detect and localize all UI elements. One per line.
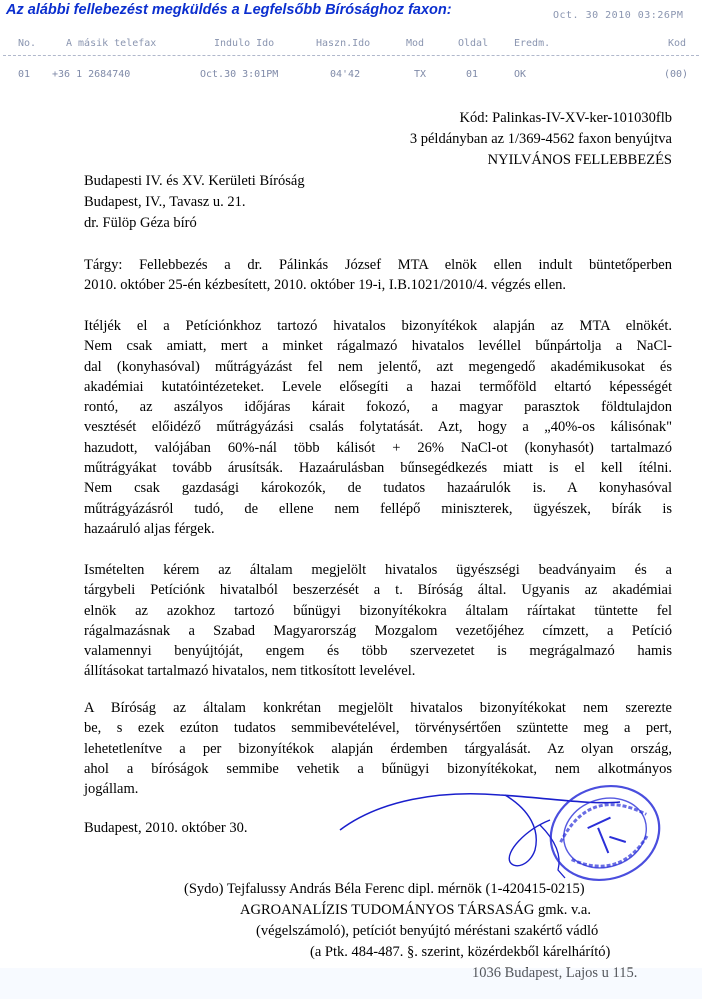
paragraph-line: akadémiai kutatóintézeteket. Levele elősegíti a hazai termőföld eltartó képességét [84, 378, 672, 395]
organization-stamp-icon [520, 778, 690, 888]
paragraph-line: jogállam. [84, 781, 139, 798]
signature-line-legal: (a Ptk. 484-487. §. szerint, közérdekből kárelhárító) [310, 944, 611, 960]
signature-line-role: (végelszámoló), petíciót benyújtó méréstani szakértő vádló [256, 923, 599, 939]
paragraph-line: Ismételten kérem az általam megjelölt hivatalos ügyészségi beadványaim és a [84, 562, 672, 578]
paragraph-line: lehetetlenítve a per bizonyítékok alapján érdemben tárgyalását. Az olyan ország, [84, 740, 672, 757]
paragraph-line: valamennyi benyújtóját, engem és több szervezetet is megrágalmazó hamis [84, 643, 672, 660]
paragraph-line: Itéljék el a Petíciónkhoz tartozó hivatalos bizonyítékok alapján az MTA elnökét. [84, 318, 672, 334]
paragraph-line: elnök az azokhoz tartozó bűnügyi bizonyítékokra általam ráírtakat tüntette fel [84, 602, 672, 619]
fax-cell-start: Oct.30 3:01PM [200, 69, 279, 80]
copies-note: 3 példányban az 1/369-4562 faxon benyújtva [409, 131, 672, 147]
signature-line-name: (Sydo) Tejfalussy András Béla Ferenc dipl. mérnök (1-420415-0215) [184, 881, 585, 897]
paragraph-line: be, s ezek ezúton tudatos semmibevételével, törvénysértően szüntette meg a pert, [84, 720, 672, 737]
fax-cell-remote: +36 1 2684740 [52, 69, 131, 80]
fax-header-start: Indulo Ido [214, 38, 275, 49]
signature-line-company: AGROANALÍZIS TUDOMÁNYOS TÁRSASÁG gmk. v.a. [240, 902, 591, 918]
paragraph-line: állításokat tartalmazó hivatalos, nem titkosított levelével. [84, 663, 416, 680]
fax-header-duration: Haszn.Ido [316, 38, 371, 49]
fax-cell-result: OK [514, 69, 527, 80]
paragraph-line: rágalmazásnak a Szabad Magyarország Mozgalom vezetőjéhez címzett, a Petíció [84, 622, 672, 639]
paragraph-line: ahol a bíróságok semmibe vehetik a bűnügyi bizonyítékokat, nem alkotmányos [84, 760, 672, 777]
fax-cell-no: 01 [18, 69, 31, 80]
paragraph-line: hazudott, valójában 60%-nál több kálisót + 26% NaCl-ot (konyhasót) tartalmazó [84, 439, 672, 456]
paragraph-line: műtrágyázásról tudó, de ellene nem fellépő miniszterek, ügyészek, bírák is [84, 500, 672, 517]
fax-timestamp: Oct. 30 2010 03:26PM [553, 10, 684, 21]
fax-cell-mode: TX [414, 69, 427, 80]
scan-edge-tint [0, 968, 702, 999]
body-paragraph-2 [84, 560, 672, 682]
document-type: NYILVÁNOS FELLEBBEZÉS [487, 152, 672, 168]
fax-cell-duration: 04'42 [330, 69, 361, 80]
addressee-court: Budapesti IV. és XV. Kerületi Bíróság [84, 173, 305, 189]
subject-block [84, 255, 672, 296]
fax-note-title: Az alábbi fellebezést megküldés a Legfelsőbb Bírósághoz faxon: [6, 2, 452, 18]
paragraph-line: Nem csak amiatt, mert a minket rágalmazó hivatalos levéllel bűnpártolja a NaCl- [84, 338, 672, 355]
body-paragraph-1 [84, 316, 672, 539]
subject-line: 2010. október 25-én kézbesített, 2010. október 19-i, I.B.1021/2010/4. végzés ellen. [84, 277, 567, 294]
fax-header-pages: Oldal [458, 38, 489, 49]
fax-cell-code: (00) [664, 69, 689, 80]
addressee-judge: dr. Fülöp Géza bíró [84, 215, 197, 231]
subject-line: Tárgy: Fellebbezés a dr. Pálinkás József MTA elnök ellen indult büntetőperben [84, 257, 672, 273]
paragraph-line: rontó, az aszályos időjáras kárait fokozó, a magyar parasztok földtulajdon [84, 399, 672, 416]
paragraph-line: tárgybeli Petíciónk hivatalból beszerzését a t. Bíróság által. Ugyanis az akadémiai [84, 582, 672, 599]
paragraph-line: A Bíróság az általam konkrétan megjelölt hivatalos bizonyítékokat nem szerezte [84, 700, 672, 716]
addressee-address: Budapest, IV., Tavasz u. 21. [84, 194, 246, 210]
fax-header-mode: Mod [406, 38, 425, 49]
fax-header-result: Eredm. [514, 38, 551, 49]
paragraph-line: hazaáruló aljas férgek. [84, 520, 215, 537]
fax-cell-pages: 01 [466, 69, 479, 80]
reference-code: Kód: Palinkas-IV-XV-ker-101030flb [459, 110, 672, 126]
signature-line-address: 1036 Budapest, Lajos u 115. [472, 965, 638, 981]
paragraph-line: dal (konyhasóval) műtrágyázást fel nem jelentő, azt megengedő akadémikusokat és [84, 358, 672, 375]
paragraph-line: műtrágyákat tovább árusítsák. Hazaárulásban bűnsegédkezés miatt is el kell ítélni. [84, 460, 672, 477]
fax-header-code: Kod [668, 38, 687, 49]
fax-header-no: No. [18, 38, 37, 49]
paragraph-line: Nem csak gazdasági károkozók, de tudatos hazaárulók is. A konyhasóval [84, 480, 672, 497]
paragraph-line: vesztését előidéző műtrágyázási csalás folytatását. Azt, hogy a „40%-os kálisónak" [84, 419, 672, 436]
place-date: Budapest, 2010. október 30. [84, 820, 248, 836]
fax-header-remote: A másik telefax [66, 38, 157, 49]
fax-log-divider [3, 55, 699, 56]
